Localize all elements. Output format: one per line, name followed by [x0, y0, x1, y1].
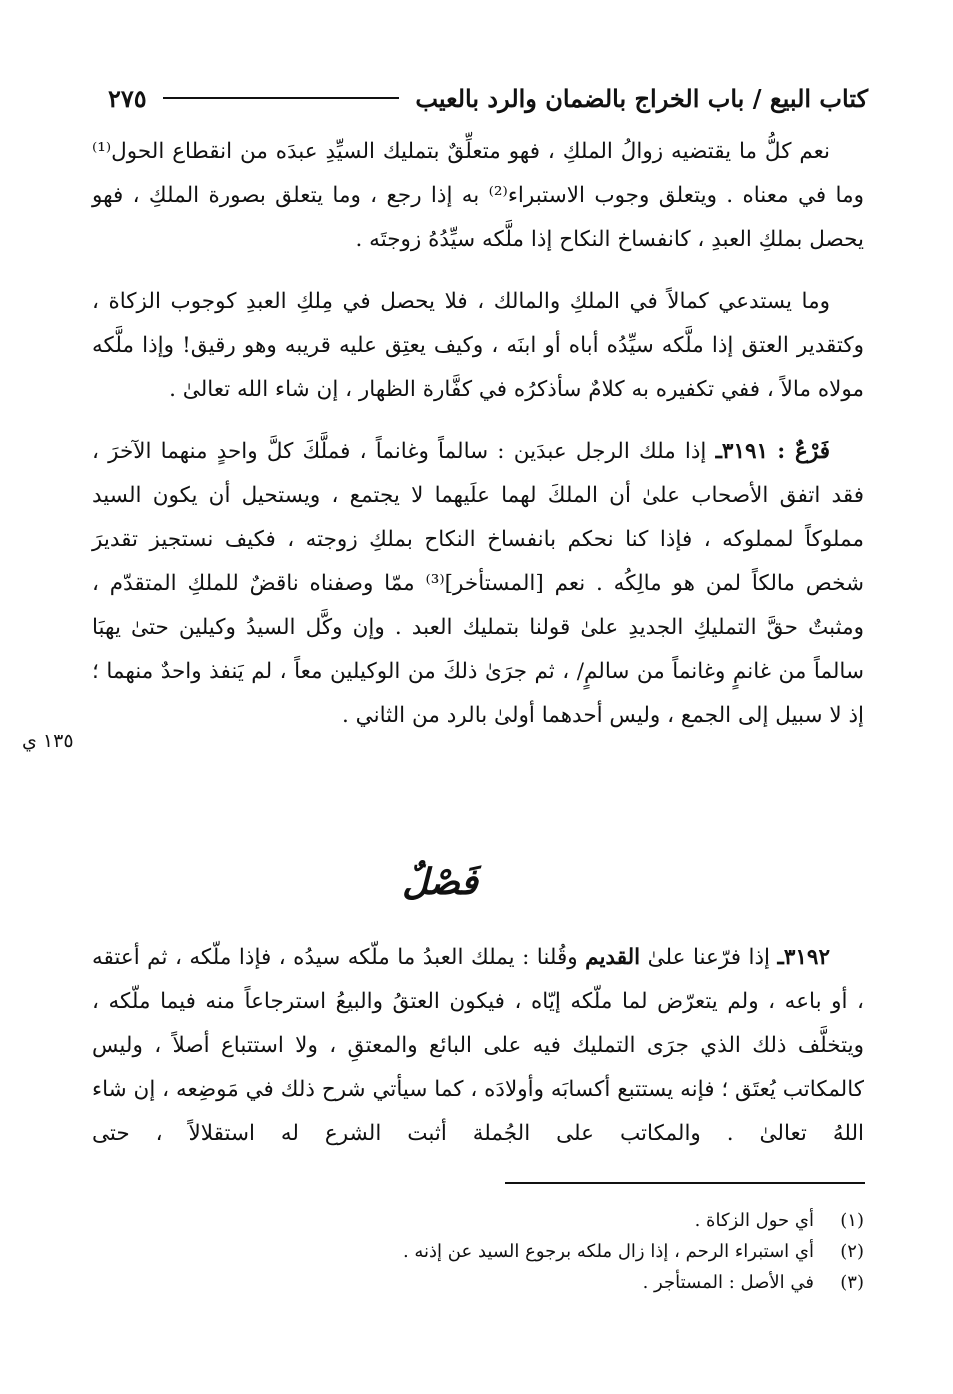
issue-number-3192: ٣١٩٢ـ — [777, 945, 831, 970]
footnote-marker: (١) — [840, 1210, 864, 1231]
paragraph-4-text-a: إذا فرّعنا علىٰ — [647, 945, 770, 970]
paragraph-2: وما يستدعي كمالاً في الملكِ والمالك ، فلا يحصل في مِلكِ العبدِ كوجوب الزكاة ، وكتقدير العتق إذا ملَّكه سيِّدُه أباه أو ابنَه ، وكيف يعتِق عليه قريبه وهو رقيق! وإذا ملَّكه مولاه مالاً ، ففي تكفيره به كلامٌ سأذكرُه في كفَّارة الظهار ، إن شاء الله تعالىٰ . — [92, 289, 864, 402]
page-header — [108, 78, 868, 118]
paragraph-4 — [92, 936, 864, 1156]
running-title: كتاب البيع / باب الخراج بالضمان والرد بالعيب — [415, 83, 868, 113]
paragraph-3-text: إذا ملك الرجل عبدَين : سالماً وغانماً ، فملَّكَ كلَّ واحدٍ منهما الآخرَ ، فقد اتفق الأصحاب علىٰ أن الملكَ لهما علَيهما لا يجتمع ، ويستحيل أن يكون السيد مملوكاً لمملوكه ، فإذا كنا نحكم بانفساخ النكاح بملكِ زوجته ، فكيف نستجيز تقديرَ شخص مالكاً لمن هو مالِكُه . نعم [المستأخر]⁽³⁾ ممّا وصفناه ناقضٌ للملكِ المتقدّم ، ومثبتٌ حقَّ التمليكِ الجديدِ علىٰ قولنا بتمليك العبد . وإن وكَّل السيدُ وكيلين حتىٰ يهبَا سالماً من غانمٍ وغانماً من سالمٍ/ ، ثم جرَىٰ ذلكَ من الوكيلين معاً ، لم يَنفذ واحدٌ منهما ؛ إذ لا سبيل إلى الجمع ، وليس أحدهما أولىٰ بالرد من الثاني . — [92, 439, 864, 728]
issue-number-3191: ٣١٩١ـ — [715, 439, 769, 464]
footnote-marker: (٢) — [840, 1241, 864, 1262]
paragraph-1: نعم كلُّ ما يقتضيه زوالُ الملكِ ، فهو متعلِّقٌ بتمليك السيِّدِ عبدَه من انقطاع الحول⁽¹⁾ وما في معناه . ويتعلق وجوب الاستبراء⁽²⁾ به إذا رجع ، وما يتعلق بصورة الملكِ ، فهو يحصل بملكِ العبدِ ، كانفساخ النكاح إذا ملَّكه سيِّدُهُ زوجتَه . — [92, 139, 865, 252]
far-label: فَرْعٌ : — [777, 439, 830, 464]
paragraph-3 — [92, 430, 864, 738]
footnote-marker: (٣) — [840, 1272, 864, 1293]
footnote-1 — [200, 1205, 864, 1236]
main-text — [92, 130, 864, 738]
paragraph-4-term: القديم — [585, 945, 641, 970]
section-text — [92, 936, 864, 1156]
footnote-text: أي حول الزكاة . — [694, 1210, 814, 1231]
margin-manuscript-ref: ١٣٥ ي — [22, 730, 74, 752]
footnote-2 — [200, 1236, 864, 1267]
footnote-text: في الأصل : المستأجر . — [642, 1272, 814, 1293]
header-rule — [163, 97, 400, 99]
footnote-text: أي استبراء الرحم ، إذا زال ملكه برجوع السيد عن إذنه . — [402, 1241, 814, 1262]
paragraph-4-text-b: وقُلنا : يملك العبدُ ما ملّكه سيدُه ، فإذا ملّكه ، ثم أعتقه ، أو باعه ، ولم يتعرّض لما ملّكه إيّاه ، فيكون العتقُ والبيعُ استرجاعاً منه فيما ملّكه ، ويتخلَّف ذلك الذي جرَى التمليك فيه على البائع والمعتقِ ، ولا استتباع أصلاً ، وليس كالمكاتب يُعتَق ؛ فإنه يستتبع أكسابَه وأولادَه ، كما سيأتي شرح ذلك في مَوضِعه ، إن شاء اللهُ تعالىٰ . والمكاتب على الجُملة أثبت الشرع له استقلالاً ، حتى — [92, 945, 864, 1146]
footnote-rule — [505, 1182, 865, 1184]
footnote-3 — [200, 1267, 864, 1298]
footnotes — [200, 1205, 864, 1298]
page-number: ٢٧٥ — [108, 83, 147, 113]
section-heading: فَصْلٌ — [402, 861, 478, 903]
